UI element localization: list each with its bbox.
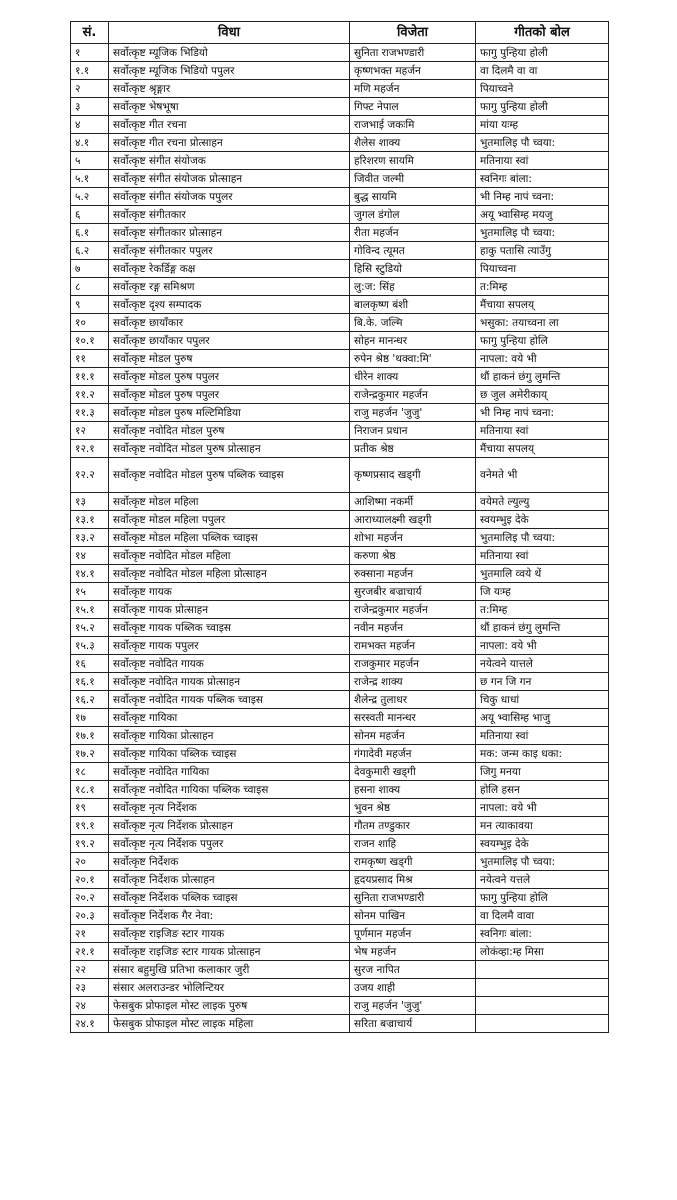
winner-cell: जुगल डंगोल: [350, 206, 476, 224]
serial-cell: १७.१: [71, 727, 109, 745]
category-cell: सर्वोत्कृष्ट गीत रचना: [109, 116, 350, 134]
song-cell: फागु पुन्हिया होलि: [476, 332, 609, 350]
song-cell: मतिनाया स्वां: [476, 547, 609, 565]
serial-cell: १८.१: [71, 781, 109, 799]
winner-cell: गिफ्ट नेपाल: [350, 98, 476, 116]
winner-cell: आराध्यालक्ष्मी खड्गी: [350, 511, 476, 529]
serial-cell: ४: [71, 116, 109, 134]
header-category: विधा: [109, 22, 350, 44]
table-row: [71, 368, 609, 386]
song-cell: त:मिम्ह: [476, 278, 609, 296]
table-row: [71, 422, 609, 440]
song-cell: मैंचाया सपलय्: [476, 440, 609, 458]
category-cell: सर्वोत्कृष्ट निर्देशक पब्लिक च्वाइस: [109, 889, 350, 907]
table-row: [71, 170, 609, 188]
serial-cell: २१: [71, 925, 109, 943]
winner-cell: उजय शाही: [350, 979, 476, 997]
serial-cell: २०.३: [71, 907, 109, 925]
winner-cell: बि.के. जल्मि: [350, 314, 476, 332]
category-cell: सर्वोत्कृष्ट नवोदित मोडल पुरुष: [109, 422, 350, 440]
winner-cell: हरिशरण सायमि: [350, 152, 476, 170]
serial-cell: १०: [71, 314, 109, 332]
table-row: [71, 763, 609, 781]
winner-cell: भेष महर्जन: [350, 943, 476, 961]
song-cell: फागु पुन्हिया होली: [476, 44, 609, 62]
table-row: [71, 188, 609, 206]
table-row: [71, 799, 609, 817]
winner-cell: सोहन मानन्धर: [350, 332, 476, 350]
winner-cell: राजन शाहि: [350, 835, 476, 853]
song-cell: वा दिलमै वावा: [476, 907, 609, 925]
serial-cell: १५.१: [71, 601, 109, 619]
song-cell: भुतमालिइ पौ च्वया:: [476, 224, 609, 242]
header-row: [71, 22, 609, 44]
table-row: [71, 224, 609, 242]
category-cell: सर्वोत्कृष्ट मोडल पुरुष पपुलर: [109, 368, 350, 386]
serial-cell: १५.२: [71, 619, 109, 637]
winner-cell: निराजन प्रधान: [350, 422, 476, 440]
song-cell: पियाच्वना: [476, 260, 609, 278]
serial-cell: २०: [71, 853, 109, 871]
serial-cell: १२.२: [71, 458, 109, 493]
serial-cell: ५.१: [71, 170, 109, 188]
serial-cell: १०.१: [71, 332, 109, 350]
serial-cell: ४.१: [71, 134, 109, 152]
winner-cell: सरिता बज्राचार्य: [350, 1015, 476, 1033]
category-cell: सर्वोत्कृष्ट संगीतकार: [109, 206, 350, 224]
serial-cell: १२: [71, 422, 109, 440]
table-row: [71, 260, 609, 278]
serial-cell: २४.१: [71, 1015, 109, 1033]
table-row: [71, 296, 609, 314]
table-row: [71, 511, 609, 529]
song-cell: छ जुल अमेरीकाय्: [476, 386, 609, 404]
song-cell: नापला: वये भी: [476, 637, 609, 655]
song-cell: भुतमालि व्वये थें: [476, 565, 609, 583]
serial-cell: २०.२: [71, 889, 109, 907]
category-cell: सर्वोत्कृष्ट म्यूजिक भिडियो: [109, 44, 350, 62]
category-cell: सर्वोत्कृष्ट गायिका: [109, 709, 350, 727]
table-row: [71, 673, 609, 691]
table-row: [71, 404, 609, 422]
song-cell: फागु पुन्हिया होली: [476, 98, 609, 116]
category-cell: सर्वोत्कृष्ट नवोदित गायिका: [109, 763, 350, 781]
category-cell: सर्वोत्कृष्ट छायाँकार पपुलर: [109, 332, 350, 350]
serial-cell: ७: [71, 260, 109, 278]
winner-cell: सुनिता राजभण्डारी: [350, 889, 476, 907]
winner-cell: रुपेन श्रेष्ठ 'थक्वा:मि': [350, 350, 476, 368]
category-cell: सर्वोत्कृष्ट नवोदित मोडल महिला: [109, 547, 350, 565]
serial-cell: १७: [71, 709, 109, 727]
table-row: [71, 943, 609, 961]
table-row: [71, 206, 609, 224]
winner-cell: प्रतीक श्रेष्ठ: [350, 440, 476, 458]
table-row: [71, 997, 609, 1015]
category-cell: सर्वोत्कृष्ट निर्देशक: [109, 853, 350, 871]
category-cell: फेसबुक प्रोफाइल मोस्ट लाइक पुरुष: [109, 997, 350, 1015]
table-row: [71, 781, 609, 799]
song-cell: नापला: वये भी: [476, 799, 609, 817]
song-cell: चिकु धाधां: [476, 691, 609, 709]
category-cell: सर्वोत्कृष्ट गायक पपुलर: [109, 637, 350, 655]
category-cell: सर्वोत्कृष्ट गायक प्रोत्साहन: [109, 601, 350, 619]
category-cell: सर्वोत्कृष्ट मोडल पुरुष मल्टिमिडिया: [109, 404, 350, 422]
serial-cell: २०.१: [71, 871, 109, 889]
serial-cell: ५.२: [71, 188, 109, 206]
winner-cell: बालकृष्ण बंशी: [350, 296, 476, 314]
winner-cell: हिसि स्टुडियो: [350, 260, 476, 278]
song-cell: नयेत्वने यत्तले: [476, 871, 609, 889]
serial-cell: २४: [71, 997, 109, 1015]
table-row: [71, 278, 609, 296]
winner-cell: सोनम महर्जन: [350, 727, 476, 745]
table-row: [71, 925, 609, 943]
song-cell: लोकंव्हा:म्ह मिसा: [476, 943, 609, 961]
category-cell: फेसबुक प्रोफाइल मोस्ट लाइक महिला: [109, 1015, 350, 1033]
category-cell: सर्वोत्कृष्ट नृत्य निर्देशक पपुलर: [109, 835, 350, 853]
serial-cell: १५.३: [71, 637, 109, 655]
song-cell: [476, 997, 609, 1015]
awards-table: [70, 21, 609, 1033]
winner-cell: सरस्वती मानन्धर: [350, 709, 476, 727]
winner-cell: हृदयप्रसाद मिश्र: [350, 871, 476, 889]
song-cell: पियाच्वने: [476, 80, 609, 98]
serial-cell: १९: [71, 799, 109, 817]
table-row: [71, 134, 609, 152]
song-cell: मक: जन्म काइ धका:: [476, 745, 609, 763]
song-cell: नयेत्वने यात्तले: [476, 655, 609, 673]
category-cell: सर्वोत्कृष्ट मोडल पुरुष: [109, 350, 350, 368]
song-cell: हाकु पतासि त्याउँगु: [476, 242, 609, 260]
serial-cell: ९: [71, 296, 109, 314]
table-row: [71, 458, 609, 493]
category-cell: सर्वोत्कृष्ट मोडल पुरुष पपुलर: [109, 386, 350, 404]
song-cell: होलि हसन: [476, 781, 609, 799]
song-cell: भुतमालिइ पौ च्वया:: [476, 134, 609, 152]
winner-cell: सुनिता राजभण्डारी: [350, 44, 476, 62]
winner-cell: धीरेन शाक्य: [350, 368, 476, 386]
category-cell: सर्वोत्कृष्ट श्रृङ्गार: [109, 80, 350, 98]
category-cell: सर्वोत्कृष्ट नवोदित गायिका पब्लिक च्वाइस: [109, 781, 350, 799]
serial-cell: ११.२: [71, 386, 109, 404]
winner-cell: गंगादेवी महर्जन: [350, 745, 476, 763]
serial-cell: १४: [71, 547, 109, 565]
category-cell: सर्वोत्कृष्ट संगीत संयोजक: [109, 152, 350, 170]
category-cell: सर्वोत्कृष्ट राइजिङ स्टार गायक: [109, 925, 350, 943]
table-row: [71, 637, 609, 655]
category-cell: सर्वोत्कृष्ट म्यूजिक भिडियो पपुलर: [109, 62, 350, 80]
table-row: [71, 62, 609, 80]
song-cell: मैंचाया सपलय्: [476, 296, 609, 314]
song-cell: भसुका: तयाच्वना ला: [476, 314, 609, 332]
category-cell: सर्वोत्कृष्ट मोडल महिला: [109, 493, 350, 511]
category-cell: सर्वोत्कृष्ट मोडल महिला पब्लिक च्वाइस: [109, 529, 350, 547]
category-cell: सर्वोत्कृष्ट रङ्ग समिश्रण: [109, 278, 350, 296]
winner-cell: देवकुमारी खड्गी: [350, 763, 476, 781]
serial-cell: १७.२: [71, 745, 109, 763]
table-row: [71, 691, 609, 709]
winner-cell: गोविन्द त्यूमत: [350, 242, 476, 260]
serial-cell: १३.१: [71, 511, 109, 529]
table-row: [71, 817, 609, 835]
song-cell: मतिनाया स्वां: [476, 422, 609, 440]
table-row: [71, 529, 609, 547]
winner-cell: शैलेन्द्र तुलाधर: [350, 691, 476, 709]
song-cell: वनेमते भी: [476, 458, 609, 493]
category-cell: सर्वोत्कृष्ट नृत्य निर्देशक: [109, 799, 350, 817]
winner-cell: राजेन्द्रकुमार महर्जन: [350, 601, 476, 619]
category-cell: सर्वोत्कृष्ट गायक: [109, 583, 350, 601]
song-cell: मन त्याकावया: [476, 817, 609, 835]
header-serial: सं.: [71, 22, 109, 44]
winner-cell: रामभक्त महर्जन: [350, 637, 476, 655]
serial-cell: १३: [71, 493, 109, 511]
serial-cell: ८: [71, 278, 109, 296]
song-cell: अयू भ्वासिम्ह मयजु: [476, 206, 609, 224]
table-row: [71, 44, 609, 62]
serial-cell: ११.३: [71, 404, 109, 422]
table-row: [71, 152, 609, 170]
table-row: [71, 745, 609, 763]
table-row: [71, 655, 609, 673]
table-row: [71, 386, 609, 404]
table-row: [71, 583, 609, 601]
song-cell: स्वयम्भुइ देके: [476, 835, 609, 853]
song-cell: स्वनिगः बांला:: [476, 170, 609, 188]
song-cell: जि यःम्ह: [476, 583, 609, 601]
winner-cell: सुरज नापित: [350, 961, 476, 979]
category-cell: सर्वोत्कृष्ट संगीतकार पपुलर: [109, 242, 350, 260]
winner-cell: राजेन्द्र शाक्य: [350, 673, 476, 691]
winner-cell: बुद्ध सायमि: [350, 188, 476, 206]
song-cell: भी निम्ह नापं च्वना:: [476, 188, 609, 206]
serial-cell: १४.१: [71, 565, 109, 583]
table-row: [71, 493, 609, 511]
table-row: [71, 889, 609, 907]
serial-cell: १२.१: [71, 440, 109, 458]
song-cell: स्वयम्भुइ देके: [476, 511, 609, 529]
song-cell: मतिनाया स्वां: [476, 152, 609, 170]
song-cell: छ गन जि गन: [476, 673, 609, 691]
category-cell: सर्वोत्कृष्ट संगीतकार प्रोत्साहन: [109, 224, 350, 242]
song-cell: अयू भ्वासिम्ह भाजु: [476, 709, 609, 727]
winner-cell: लु:ज: सिंह: [350, 278, 476, 296]
winner-cell: राजु महर्जन 'जुजु': [350, 404, 476, 422]
song-cell: जिगु मनया: [476, 763, 609, 781]
table-row: [71, 853, 609, 871]
winner-cell: शोभा महर्जन: [350, 529, 476, 547]
song-cell: त:मिम्ह: [476, 601, 609, 619]
serial-cell: २: [71, 80, 109, 98]
song-cell: थौं हाकनं छंगु लुमन्ति: [476, 368, 609, 386]
winner-cell: राजभाई जकःमि: [350, 116, 476, 134]
winner-cell: जिवीत जल्मी: [350, 170, 476, 188]
winner-cell: राजकुमार महर्जन: [350, 655, 476, 673]
table-row: [71, 709, 609, 727]
table-row: [71, 350, 609, 368]
table-row: [71, 619, 609, 637]
winner-cell: गौतम तण्डुकार: [350, 817, 476, 835]
category-cell: सर्वोत्कृष्ट गायक पब्लिक च्वाइस: [109, 619, 350, 637]
table-row: [71, 727, 609, 745]
serial-cell: ११: [71, 350, 109, 368]
serial-cell: ६: [71, 206, 109, 224]
serial-cell: १६: [71, 655, 109, 673]
table-row: [71, 835, 609, 853]
table-row: [71, 547, 609, 565]
header-song: गीतको बोल: [476, 22, 609, 44]
category-cell: सर्वोत्कृष्ट गायिका पब्लिक च्वाइस: [109, 745, 350, 763]
table-row: [71, 979, 609, 997]
serial-cell: २३: [71, 979, 109, 997]
table-row: [71, 871, 609, 889]
awards-table-body: [71, 44, 609, 1033]
song-cell: मतिनाया स्वां: [476, 727, 609, 745]
winner-cell: सोनम पाखिन: [350, 907, 476, 925]
table-row: [71, 80, 609, 98]
winner-cell: करुणा श्रेष्ठ: [350, 547, 476, 565]
winner-cell: शैलेस शाक्य: [350, 134, 476, 152]
category-cell: सर्वोत्कृष्ट रेकर्डिङ्ग कक्ष: [109, 260, 350, 278]
table-row: [71, 242, 609, 260]
winner-cell: आशिष्मा नकर्मी: [350, 493, 476, 511]
header-winner: विजेता: [350, 22, 476, 44]
song-cell: फागु पुन्हिया होलि: [476, 889, 609, 907]
table-row: [71, 332, 609, 350]
category-cell: सर्वोत्कृष्ट भेषभूषा: [109, 98, 350, 116]
category-cell: सर्वोत्कृष्ट संगीत संयोजक प्रोत्साहन: [109, 170, 350, 188]
winner-cell: नवीन महर्जन: [350, 619, 476, 637]
serial-cell: १.१: [71, 62, 109, 80]
serial-cell: १६.२: [71, 691, 109, 709]
category-cell: सर्वोत्कृष्ट निर्देशक गैर नेवा:: [109, 907, 350, 925]
serial-cell: १९.१: [71, 817, 109, 835]
serial-cell: ११.१: [71, 368, 109, 386]
category-cell: सर्वोत्कृष्ट छायाँकार: [109, 314, 350, 332]
category-cell: सर्वोत्कृष्ट मोडल महिला पपुलर: [109, 511, 350, 529]
serial-cell: १९.२: [71, 835, 109, 853]
song-cell: [476, 979, 609, 997]
serial-cell: ६.१: [71, 224, 109, 242]
winner-cell: रीता महर्जन: [350, 224, 476, 242]
category-cell: सर्वोत्कृष्ट नवोदित मोडल महिला प्रोत्साहन: [109, 565, 350, 583]
category-cell: सर्वोत्कृष्ट राइजिङ स्टार गायक प्रोत्साहन: [109, 943, 350, 961]
serial-cell: १८: [71, 763, 109, 781]
table-row: [71, 961, 609, 979]
category-cell: सर्वोत्कृष्ट नवोदित गायक पब्लिक च्वाइस: [109, 691, 350, 709]
song-cell: थौं हाकनं छंगु लुमन्ति: [476, 619, 609, 637]
serial-cell: १५: [71, 583, 109, 601]
category-cell: सर्वोत्कृष्ट नवोदित मोडल पुरुष प्रोत्साहन: [109, 440, 350, 458]
table-row: [71, 1015, 609, 1033]
song-cell: नापला: वये भी: [476, 350, 609, 368]
song-cell: भुतमालिइ पौ च्वया:: [476, 529, 609, 547]
serial-cell: ३: [71, 98, 109, 116]
song-cell: [476, 1015, 609, 1033]
winner-cell: कृष्णप्रसाद खड्गी: [350, 458, 476, 493]
song-cell: भी निम्ह नापं च्वना:: [476, 404, 609, 422]
table-row: [71, 314, 609, 332]
table-row: [71, 98, 609, 116]
serial-cell: ५: [71, 152, 109, 170]
winner-cell: सुरजबीर बज्राचार्य: [350, 583, 476, 601]
winner-cell: राजेन्द्रकुमार महर्जन: [350, 386, 476, 404]
table-row: [71, 116, 609, 134]
table-row: [71, 601, 609, 619]
serial-cell: १: [71, 44, 109, 62]
serial-cell: ६.२: [71, 242, 109, 260]
table-row: [71, 907, 609, 925]
category-cell: सर्वोत्कृष्ट गायिका प्रोत्साहन: [109, 727, 350, 745]
winner-cell: रुक्साना महर्जन: [350, 565, 476, 583]
category-cell: संसार बहुमुखि प्रतिभा कलाकार जुरी: [109, 961, 350, 979]
category-cell: सर्वोत्कृष्ट संगीत संयोजक पपुलर: [109, 188, 350, 206]
category-cell: सर्वोत्कृष्ट नवोदित गायक: [109, 655, 350, 673]
serial-cell: १३.२: [71, 529, 109, 547]
winner-cell: पूर्णमान महर्जन: [350, 925, 476, 943]
song-cell: स्वनिगः बांला:: [476, 925, 609, 943]
winner-cell: राजु महर्जन 'जुजु': [350, 997, 476, 1015]
table-row: [71, 440, 609, 458]
table-row: [71, 565, 609, 583]
awards-table-container: [70, 21, 609, 1033]
winner-cell: मणि महर्जन: [350, 80, 476, 98]
serial-cell: १६.१: [71, 673, 109, 691]
category-cell: सर्वोत्कृष्ट नवोदित मोडल पुरुष पब्लिक च्वाइस: [109, 458, 350, 493]
song-cell: [476, 961, 609, 979]
song-cell: वा दिलमै वा वा: [476, 62, 609, 80]
serial-cell: २१.१: [71, 943, 109, 961]
winner-cell: कृष्णभक्त महर्जन: [350, 62, 476, 80]
category-cell: सर्वोत्कृष्ट नवोदित गायक प्रोत्साहन: [109, 673, 350, 691]
serial-cell: २२: [71, 961, 109, 979]
winner-cell: हसना शाक्य: [350, 781, 476, 799]
category-cell: सर्वोत्कृष्ट नृत्य निर्देशक प्रोत्साहन: [109, 817, 350, 835]
winner-cell: भुवन श्रेष्ठ: [350, 799, 476, 817]
song-cell: मांया यःम्ह: [476, 116, 609, 134]
winner-cell: रामकृष्ण खड्गी: [350, 853, 476, 871]
category-cell: संसार अलराउन्डर भोलिन्टियर: [109, 979, 350, 997]
song-cell: वयेमते ल्युल्यु: [476, 493, 609, 511]
category-cell: सर्वोत्कृष्ट दृश्य सम्पादक: [109, 296, 350, 314]
category-cell: सर्वोत्कृष्ट निर्देशक प्रोत्साहन: [109, 871, 350, 889]
category-cell: सर्वोत्कृष्ट गीत रचना प्रोत्साहन: [109, 134, 350, 152]
song-cell: भुतमालिइ पौ च्वया:: [476, 853, 609, 871]
